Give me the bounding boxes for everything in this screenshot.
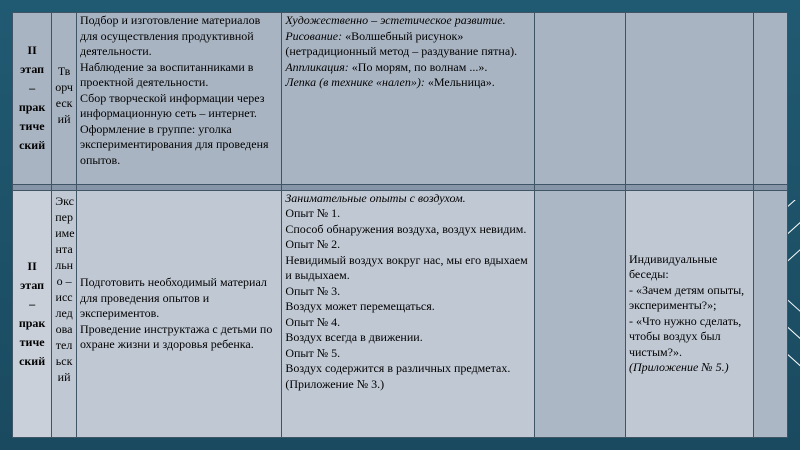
empty-cell [753, 190, 787, 437]
activity-form-label: о – [56, 273, 72, 288]
activity-form-label: ова [55, 321, 73, 336]
conversation-item: Индивидуальные беседы: [628, 251, 718, 282]
experiment-item: Способ обнаружения воздуха, воздух невидим. [285, 221, 527, 236]
empty-cell [625, 13, 753, 185]
development-area-cell [282, 13, 535, 185]
activity-form-label: ьск [55, 353, 73, 368]
experiment-item: Опыт № 3. [285, 283, 341, 298]
empty-cell [535, 13, 626, 185]
conversation-item: - «Что нужно сделать, чтобы воздух был чистым?». [628, 313, 742, 359]
activity-form-label: исс [55, 289, 73, 304]
activity-form-label: льн [55, 257, 74, 272]
stage-label: этап [20, 277, 45, 292]
drawing-activity: Рисование: «Волшебный рисунок» (нетрадиционный метод – раздувание пятна). [285, 28, 518, 58]
stage-label: тиче [19, 334, 45, 349]
activity-form-cell [52, 13, 77, 185]
activity-form-label: ий [57, 369, 71, 384]
activity-form-label: пер [55, 209, 73, 224]
work-item: Подготовить необходимый материал для проведения опытов и экспериментов. [79, 275, 267, 321]
work-item: Проведение инструктажа с детьми по охране жизни и здоровья ребенка. [79, 321, 273, 352]
experiment-item: Опыт № 5. [285, 345, 341, 360]
activity-form-label: еск [55, 96, 73, 110]
modeling-activity: Лепка (в технике «налеп»): «Мельница». [285, 75, 495, 89]
experiment-item: Воздух всегда в движении. [285, 330, 423, 345]
activity-form-label: ий [57, 112, 71, 126]
experiment-item: Опыт № 1. [285, 206, 341, 221]
stage-label: – [29, 81, 36, 95]
applique-activity: Аппликация: «По морям, по волнам ...». [285, 59, 488, 74]
stage-cell [13, 13, 52, 185]
stage-label: тиче [19, 119, 45, 133]
conversation-item: - «Зачем детям опыты, эксперименты?»; [628, 282, 745, 313]
stage-label: II [27, 258, 37, 273]
work-item: Сбор творческой информации через информационную сеть – интернет. [79, 90, 265, 120]
activity-form-label: орч [55, 80, 73, 94]
stage-label: II [27, 43, 37, 57]
stage-label: этап [20, 62, 45, 76]
table-row [13, 190, 788, 437]
work-item: Подбор и изготовление материалов для осуществления продуктивной деятельности. [79, 13, 261, 58]
section-heading: Художественно – эстетическое развитие. [285, 13, 506, 27]
empty-cell [753, 13, 787, 185]
activity-form-label: лед [55, 305, 73, 320]
activity-form-label: Тв [57, 64, 71, 78]
project-plan-table [12, 12, 788, 438]
work-content-cell [76, 190, 281, 437]
activity-form-label: Экс [55, 193, 74, 208]
appendix-note: (Приложение № 5.) [628, 360, 729, 375]
empty-cell [535, 190, 626, 437]
section-heading: Занимательные опыты с воздухом. [285, 190, 466, 205]
experiment-item: Воздух может перемещаться. [285, 299, 435, 314]
stage-label: прак [18, 315, 46, 330]
conversations-cell [625, 190, 753, 437]
table-row [13, 13, 788, 185]
experiment-item: Невидимый воздух вокруг нас, мы его вдыхаем и выдыхаем. [285, 252, 528, 283]
experiments-cell [282, 190, 535, 437]
activity-form-label: нта [55, 241, 73, 256]
activity-form-label: тел [55, 337, 73, 352]
experiment-item: Опыт № 4. [285, 314, 341, 329]
stage-label: прак [18, 100, 46, 114]
work-item: Наблюдение за воспитанниками в проектной деятельности. [79, 59, 254, 89]
work-content-cell [76, 13, 281, 185]
stage-label: ский [19, 138, 46, 152]
activity-form-cell [52, 190, 77, 437]
stage-label: – [29, 296, 36, 311]
stage-label: ский [19, 353, 46, 368]
experiment-item: Воздух содержится в различных предметах. (Приложение № 3.) [285, 361, 511, 391]
activity-form-label: име [55, 225, 75, 240]
work-item: Оформление в группе: уголка экспериментирования для проведеня опытов. [79, 121, 269, 167]
stage-cell [13, 190, 52, 437]
experiment-item: Опыт № 2. [285, 237, 341, 252]
